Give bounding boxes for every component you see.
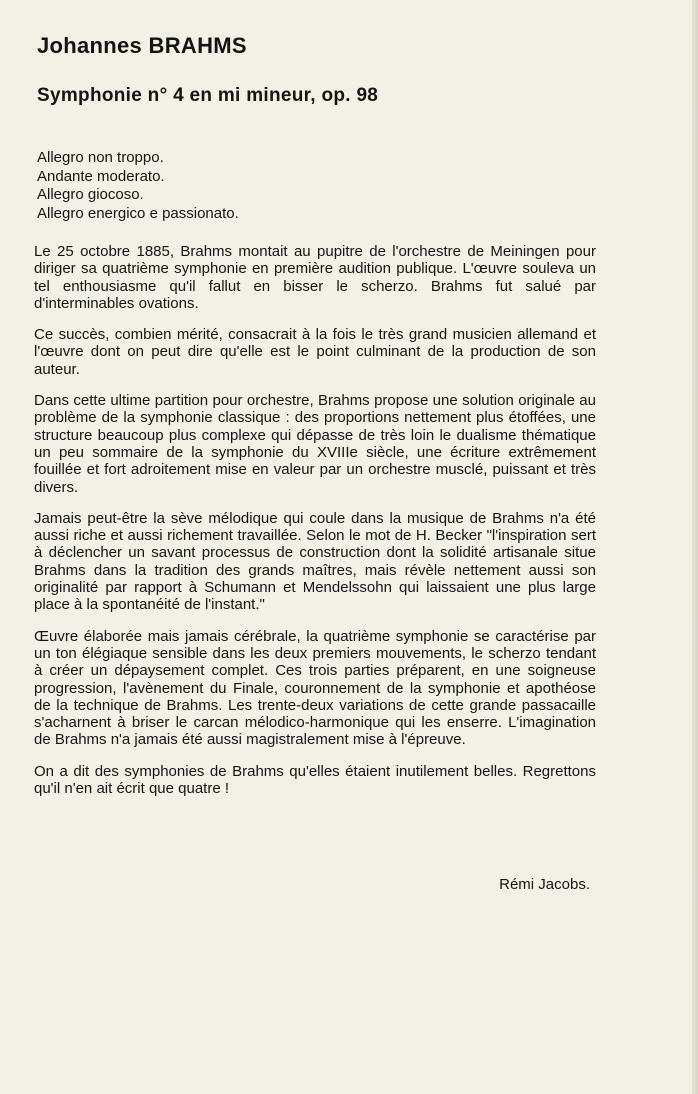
movement-item: Allegro non troppo. [37, 149, 164, 166]
program-notes [34, 243, 596, 811]
paragraph: Le 25 octobre 1885, Brahms montait au pupitre de l'orchestre de Meiningen pour diriger sa quatrième symphonie en première audition publique. L'œuvre souleva un tel enthousiasme qu'il fallut en bisser le scherzo. Brahms fut salué par d'interminables ovations. [34, 243, 596, 312]
composer-title: Johannes BRAHMS [37, 33, 247, 58]
work-title: Symphonie n° 4 en mi mineur, op. 98 [37, 85, 379, 106]
paragraph: On a dit des symphonies de Brahms qu'elles étaient inutilement belles. Regrettons qu'il n'en ait écrit que quatre ! [34, 762, 596, 798]
movement-item: Andante moderato. [37, 167, 165, 185]
paragraph: Dans cette ultime partition pour orchestre, Brahms propose une solution originale au problème de la symphonie classique : des proportions nettement plus étoffées, une structure beaucoup plus complexe qui dépasse de très loin le dualisme thématique un peu sommaire de la symphonie du XVIIIe siècle, une écriture extrêmement fouillée et fort adroitement mise en valeur par un orchestre musclé, puissant et très divers. [34, 392, 596, 496]
movement-list [37, 149, 239, 223]
movement-item: Allegro energico e passionato. [37, 204, 239, 222]
page-edge [692, 0, 698, 1094]
paragraph: Jamais peut-être la sève mélodique qui coule dans la musique de Brahms n'a été aussi riche et aussi richement travaillée. Selon le mot de H. Becker "l'inspiration sert à déclencher un savant processus de construction dont la solidité artisanale situe Brahms dans la tradition des grands maîtres, mais révèle nettement aussi son originalité par rapport à Schumann et Mendelssohn qui laissaient une plus large place à la spontanéité de l'instant." [34, 509, 596, 614]
movement-item: Allegro giocoso. [37, 186, 144, 203]
paragraph: Ce succès, combien mérité, consacrait à la fois le très grand musicien allemand et l'œuvre dont on peut dire qu'elle est le point culminant de la production de son auteur. [34, 326, 596, 378]
author-signature: Rémi Jacobs. [499, 876, 590, 893]
paragraph: Œuvre élaborée mais jamais cérébrale, la quatrième symphonie se caractérise par un ton élégiaque sensible dans les deux premiers mouvements, le scherzo tendant à créer un dépaysement complet. Ces trois parties préparent, en une soigneuse progression, l'avènement du Finale, couronnement de la symphonie et apothéose de la technique de Brahms. Les trente-deux variations de cette grande passacaille s'acharnent à briser le carcan mélodico-harmonique qui les enserre. L'imagination de Brahms n'a jamais été aussi magistralement mise à l'épreuve. [34, 627, 596, 749]
